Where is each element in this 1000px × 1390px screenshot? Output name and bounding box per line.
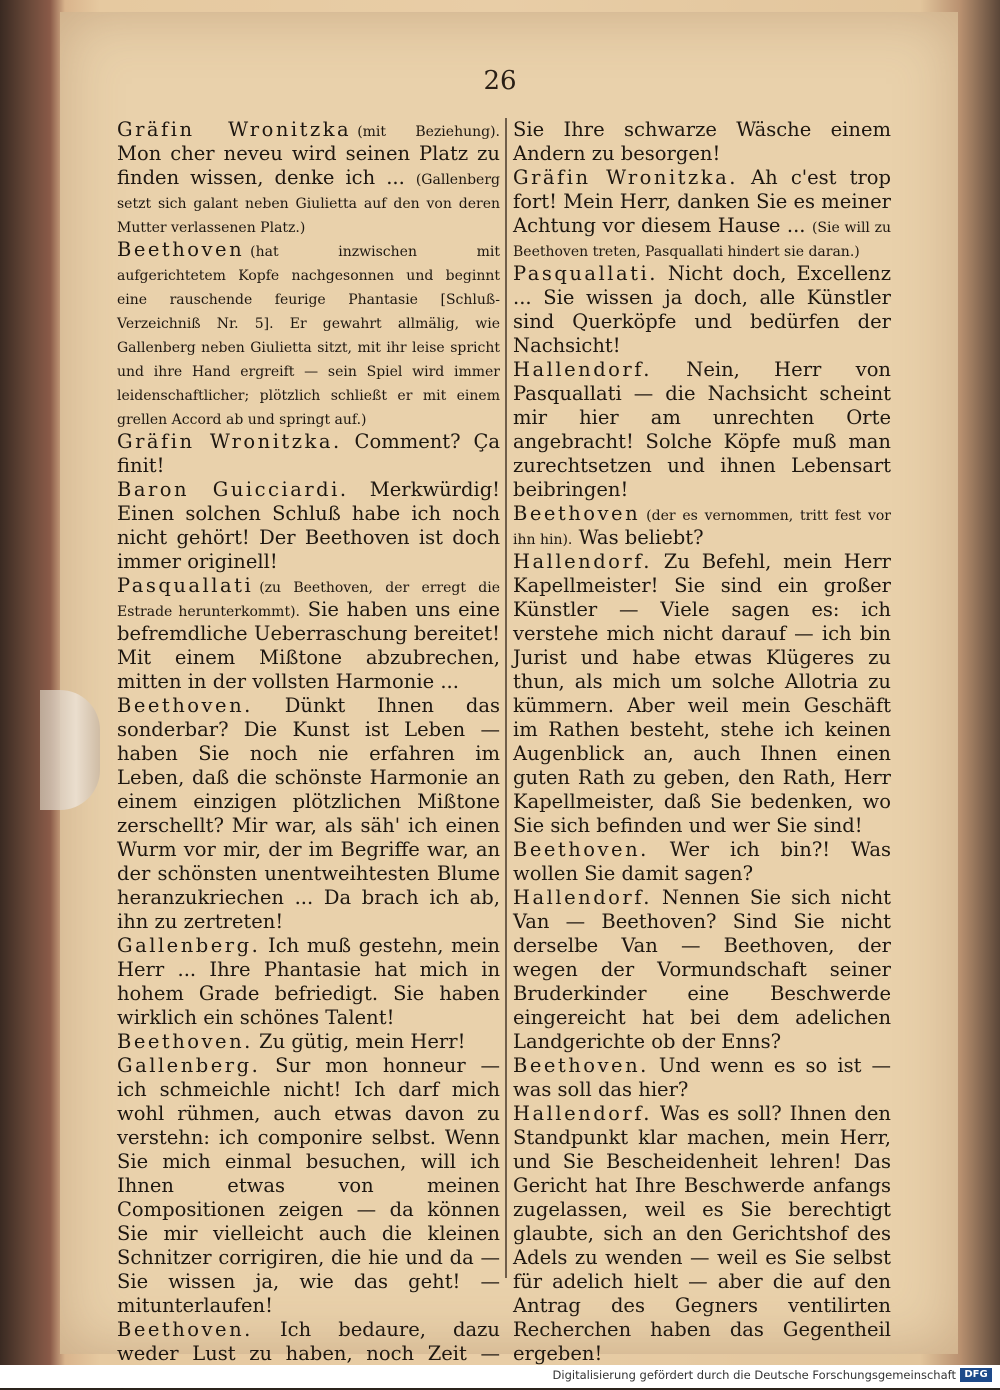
dialogue-text: Sie Ihre schwarze Wäsche einem Andern zu besorgen! <box>513 118 891 165</box>
dialogue-text: Wer ich bin?! Was wollen Sie damit sagen? <box>513 838 891 885</box>
dialogue-entry <box>117 238 500 430</box>
speaker-name: Gallenberg. <box>117 1054 261 1077</box>
dialogue-entry <box>117 430 500 478</box>
speaker-name: Baron Guicciardi. <box>117 478 349 501</box>
dialogue-entry <box>513 550 891 838</box>
dialogue-entry <box>117 478 500 574</box>
dialogue-text: Merkwürdig! Einen solchen Schluß habe ich noch nicht gehört! Der Beethoven ist doch immer originell! <box>117 478 501 573</box>
stage-direction: (Gallenberg setzt sich galant neben Giulietta auf den von deren Mutter verlassenen Platz.) <box>117 172 500 236</box>
speaker-name: Beethoven. <box>513 838 649 861</box>
dialogue-entry <box>513 262 891 358</box>
dialogue-text: Ich bedaure, dazu weder Lust zu haben, noch Zeit — <box>117 1318 500 1365</box>
footer-credit: Digitalisierung gefördert durch die Deutsche Forschungsgemeinschaft <box>552 1368 956 1382</box>
dialogue-text: Und wenn es so ist — was soll das hier? <box>513 1054 891 1101</box>
speaker-name: Gräfin Wronitzka. <box>117 430 342 453</box>
speaker-name: Hallendorf. <box>513 886 652 909</box>
stage-direction: (Sie will zu Beethoven treten, Pasquallati hindert sie daran.) <box>513 220 891 260</box>
dialogue-text: Ah c'est trop fort! Mein Herr, danken Sie es meiner Achtung vor diesem Hause ... <box>513 166 891 237</box>
speaker-name: Beethoven. <box>117 1318 253 1341</box>
speaker-name: Hallendorf. <box>513 358 652 381</box>
stage-direction: (mit Beziehung). <box>357 124 500 140</box>
dialogue-entry <box>117 1054 500 1318</box>
dialogue-entry <box>513 1054 891 1102</box>
dialogue-text: Ich muß gestehn, mein Herr ... Ihre Phantasie hat mich in hohem Grade befriedigt. Sie haben wirklich ein schönes Talent! <box>117 934 500 1029</box>
speaker-name: Pasquallati. <box>513 262 658 285</box>
dialogue-text: Was es soll? Ihnen den Standpunkt klar machen, mein Herr, und Sie Bescheidenheit lehren! Das Gericht hat Ihre Beschwerde anfangs zugelassen, weil es Sie berechtigt glaubte, sich an den Gerichtshof des Adels zu wenden — weil es Sie selbst für adelich hielt — aber die auf den Antrag des Gegners ventilirten Recherchen haben das Gegentheil ergeben! <box>513 1102 891 1365</box>
column-divider <box>505 118 507 1278</box>
dialogue-text: Nicht doch, Excellenz ... Sie wissen ja doch, alle Künstler sind Querköpfe und bedürfen der Nachsicht! <box>513 262 891 357</box>
page-clip <box>40 690 100 810</box>
left-text-column <box>117 118 500 1390</box>
dialogue-text: Zu Befehl, mein Herr Kapellmeister! Sie sind ein großer Künstler — Viele sagen es: ich verstehe mich nicht darauf — ich bin Jurist und habe etwas Klügeres zu thun, als mich um solche Allotria zu kümmern. Aber weil mein Geschäft im Rathen besteht, stehe ich keinen Augenblick an, auch Ihnen einen guten Rath zu geben, den Rath, Herr Kapellmeister, daß Sie bedenken, wo Sie sich befinden und wer Sie sind! <box>513 550 891 837</box>
dialogue-entry <box>117 118 500 238</box>
dialogue-text: Dünkt Ihnen das sonderbar? Die Kunst ist Leben — haben Sie noch nie erfahren im Leben, daß die schönste Harmonie an einem einzigen plötzlichen Mißtone zerschellt? Mir war, als säh' ich einen Wurm vor mir, der im Begriffe war, an der schönsten unentweihtesten Blume heranzukriechen ... Da brach ich ab, ihn zu zertreten! <box>117 694 500 933</box>
dfg-logo: DFG <box>960 1368 992 1382</box>
dialogue-entry <box>513 838 891 886</box>
dialogue-text: Nein, Herr von Pasquallati — die Nachsicht scheint mir hier am unrechten Orte angebracht! Solche Köpfe muß man zurechtsetzen und ihnen Lebensart beibringen! <box>513 358 891 501</box>
dialogue-text: Comment? Ça finit! <box>117 430 500 477</box>
speaker-name: Hallendorf. <box>513 550 652 573</box>
dialogue-entry <box>117 574 500 694</box>
dialogue-entry <box>513 886 891 1054</box>
stage-direction: (der es vernommen, tritt fest vor ihn hin). <box>513 508 891 548</box>
speaker-name: Gräfin Wronitzka <box>117 118 352 141</box>
speaker-name: Beethoven <box>513 502 641 525</box>
dialogue-text: Sie haben uns eine befremdliche Ueberraschung bereitet! Mit einem Mißtone abzubrechen, mitten in der vollsten Harmonie ... <box>117 598 500 693</box>
dialogue-entry <box>513 1102 891 1366</box>
speaker-name: Pasquallati <box>117 574 254 597</box>
dialogue-text: Mon cher neveu wird seinen Platz zu finden wissen, denke ich ... <box>117 142 500 189</box>
page-number: 26 <box>483 66 517 96</box>
dialogue-text: Nennen Sie sich nicht Van — Beethoven? Sind Sie nicht derselbe Van — Beethoven, der wegen der Vormundschaft seiner Bruderkinder eine Beschwerde eingereicht hat bei dem adelichen Landgerichte ob der Enns? <box>513 886 891 1053</box>
dialogue-entry <box>117 694 500 934</box>
dialogue-entry <box>117 1030 500 1054</box>
dialogue-entry <box>117 934 500 1030</box>
dialogue-text: Sur mon honneur — ich schmeichle nicht! Ich darf mich wohl rühmen, auch etwas davon zu verstehn: ich componire selbst. Wenn Sie mich einmal besuchen, will ich Ihnen etwas von meinen Compositionen zeigen — da können Sie mir vielleicht auch die kleinen Schnitzer corrigiren, die hie und da — Sie wissen ja, wie das geht! — mitunterlaufen! <box>117 1054 500 1317</box>
stage-direction: (hat inzwischen mit aufgerichtetem Kopfe nachgesonnen und beginnt eine rauschende feurige Phantasie [Schluß-Verzeichniß Nr. 5]. Er gewahrt allmälig, wie Gallenberg neben Giulietta sitzt, mit ihr leise spricht und ihre Hand ergreift — sein Spiel wird immer leidenschaftlicher; plötzlich schließt er mit einem grellen Accord ab und springt auf.) <box>117 244 500 428</box>
speaker-name: Gallenberg. <box>117 934 261 957</box>
speaker-name: Beethoven <box>117 238 245 261</box>
speaker-name: Beethoven. <box>117 694 253 717</box>
stage-direction: (zu Beethoven, der erregt die Estrade herunterkommt). <box>117 580 500 620</box>
dialogue-entry <box>513 502 891 550</box>
speaker-name: Beethoven. <box>513 1054 649 1077</box>
speaker-name: Gräfin Wronitzka. <box>513 166 738 189</box>
dialogue-entry <box>513 118 891 166</box>
dialogue-entry <box>513 166 891 262</box>
dialogue-text: Zu gütig, mein Herr! <box>252 1030 466 1053</box>
speaker-name: Beethoven. <box>117 1030 253 1053</box>
dialogue-text: Was beliebt? <box>572 526 704 549</box>
speaker-name: Hallendorf. <box>513 1102 652 1125</box>
dialogue-entry <box>513 358 891 502</box>
right-text-column <box>513 118 891 1366</box>
